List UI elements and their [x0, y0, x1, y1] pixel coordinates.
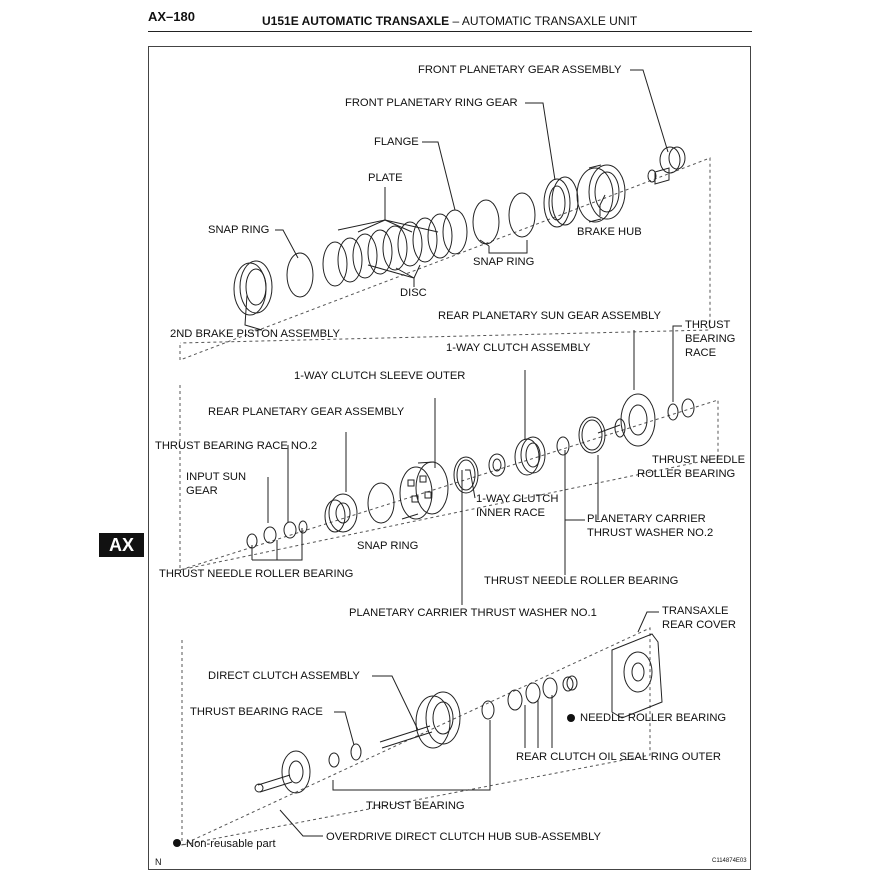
label-plate: PLATE	[368, 172, 403, 184]
snap-ring-mid-part	[368, 483, 394, 523]
page-title-bold: U151E AUTOMATIC TRANSAXLE	[262, 14, 450, 28]
label-flange: FLANGE	[374, 136, 419, 148]
planetary-carrier-washer-no1-part	[454, 457, 478, 493]
north-mark: N	[155, 857, 162, 867]
clutch-pack-parts	[323, 210, 467, 286]
label-front-planetary-ring-gear: FRONT PLANETARY RING GEAR	[345, 97, 518, 109]
planetary-carrier-washer-no2-part	[579, 417, 605, 453]
label-snap-ring-1: SNAP RING	[208, 224, 270, 236]
label-transaxle-rear-cover-1: TRANSAXLE	[662, 605, 729, 617]
label-rear-planetary-sun-gear-assembly: REAR PLANETARY SUN GEAR ASSEMBLY	[438, 310, 661, 322]
label-thrust-needle-roller-bearing-mid: THRUST NEEDLE ROLLER BEARING	[484, 575, 679, 587]
label-planetary-carrier-washer-no2-2: THRUST WASHER NO.2	[587, 527, 714, 539]
label-transaxle-rear-cover-2: REAR COVER	[662, 619, 736, 631]
rear-planetary-sun-gear-part	[598, 394, 655, 446]
label-disc: DISC	[400, 287, 427, 299]
figure-code: C114874E03	[712, 858, 747, 864]
front-planetary-gear-assembly-part	[648, 147, 685, 184]
one-way-clutch-inner-race-part	[489, 454, 505, 476]
snap-ring-top-left-part	[287, 253, 313, 297]
page-code: AX–180	[148, 9, 195, 24]
label-rear-planetary-gear-assembly: REAR PLANETARY GEAR ASSEMBLY	[208, 406, 405, 418]
label-one-way-clutch-inner-race-1: 1-WAY CLUTCH	[476, 493, 559, 505]
legend-bullet-icon	[173, 839, 181, 847]
label-front-planetary-gear-assembly: FRONT PLANETARY GEAR ASSEMBLY	[418, 64, 622, 76]
thrust-bearing-right-part	[482, 701, 494, 719]
label-planetary-carrier-washer-no1: PLANETARY CARRIER THRUST WASHER NO.1	[349, 607, 597, 619]
needle-roller-bearing-part	[563, 676, 577, 691]
one-way-clutch-sleeve-outer-part	[400, 462, 448, 519]
rear-planetary-gear-assembly-part	[325, 494, 357, 532]
label-thrust-bearing-race: THRUST BEARING RACE	[190, 706, 323, 718]
non-reusable-bullet-icon	[567, 714, 575, 722]
label-thrust-needle-roller-bearing-right-2: ROLLER BEARING	[637, 468, 736, 480]
label-one-way-clutch-sleeve-outer: 1-WAY CLUTCH SLEEVE OUTER	[294, 370, 466, 382]
label-planetary-carrier-washer-no2-1: PLANETARY CARRIER	[587, 513, 706, 525]
label-brake-hub: BRAKE HUB	[577, 226, 642, 238]
label-overdrive-direct-clutch-hub: OVERDRIVE DIRECT CLUTCH HUB SUB-ASSEMBLY	[326, 831, 601, 843]
label-thrust-bearing: THRUST BEARING	[366, 800, 465, 812]
one-way-clutch-assembly-part	[515, 437, 545, 475]
label-input-sun-gear-2: GEAR	[186, 485, 218, 497]
label-thrust-needle-roller-bearing-left: THRUST NEEDLE ROLLER BEARING	[159, 568, 354, 580]
label-input-sun-gear-1: INPUT SUN	[186, 471, 247, 483]
label-one-way-clutch-assembly: 1-WAY CLUTCH ASSEMBLY	[446, 342, 591, 354]
thrust-bearing-race-part	[351, 744, 361, 760]
rear-clutch-oil-seal-rings	[508, 678, 557, 710]
overdrive-direct-clutch-hub-part	[255, 751, 310, 793]
label-snap-ring-3: SNAP RING	[357, 540, 419, 552]
direct-clutch-assembly-part	[380, 692, 460, 748]
label-one-way-clutch-inner-race-2: INNER RACE	[476, 507, 545, 519]
label-second-brake-piston-assembly: 2ND BRAKE PISTON ASSEMBLY	[170, 328, 340, 340]
thrust-needle-bearing-mid-part	[557, 437, 569, 455]
thrust-bearing-race-right-parts	[668, 399, 694, 420]
label-thrust-bearing-race-top-3: RACE	[685, 347, 717, 359]
label-thrust-bearing-race-no2: THRUST BEARING RACE NO.2	[155, 440, 318, 452]
label-thrust-needle-roller-bearing-right-1: THRUST NEEDLE	[652, 454, 746, 466]
label-needle-roller-bearing: NEEDLE ROLLER BEARING	[580, 712, 727, 724]
section-tab: AX	[99, 533, 144, 557]
brake-hub-part	[577, 165, 625, 222]
label-direct-clutch-assembly: DIRECT CLUTCH ASSEMBLY	[208, 670, 360, 682]
label-snap-ring-2: SNAP RING	[473, 256, 535, 268]
label-thrust-bearing-race-top-1: THRUST	[685, 319, 731, 331]
label-thrust-bearing-race-top-2: BEARING	[685, 333, 736, 345]
label-rear-clutch-oil-seal-ring-outer: REAR CLUTCH OIL SEAL RING OUTER	[516, 751, 721, 763]
thrust-bearing-left-part	[329, 753, 339, 767]
second-brake-piston-part	[234, 261, 272, 315]
legend-non-reusable-part: Non-reusable part	[186, 838, 276, 850]
transaxle-rear-cover-part	[612, 634, 662, 718]
page-title-rest: – AUTOMATIC TRANSAXLE UNIT	[449, 14, 638, 28]
